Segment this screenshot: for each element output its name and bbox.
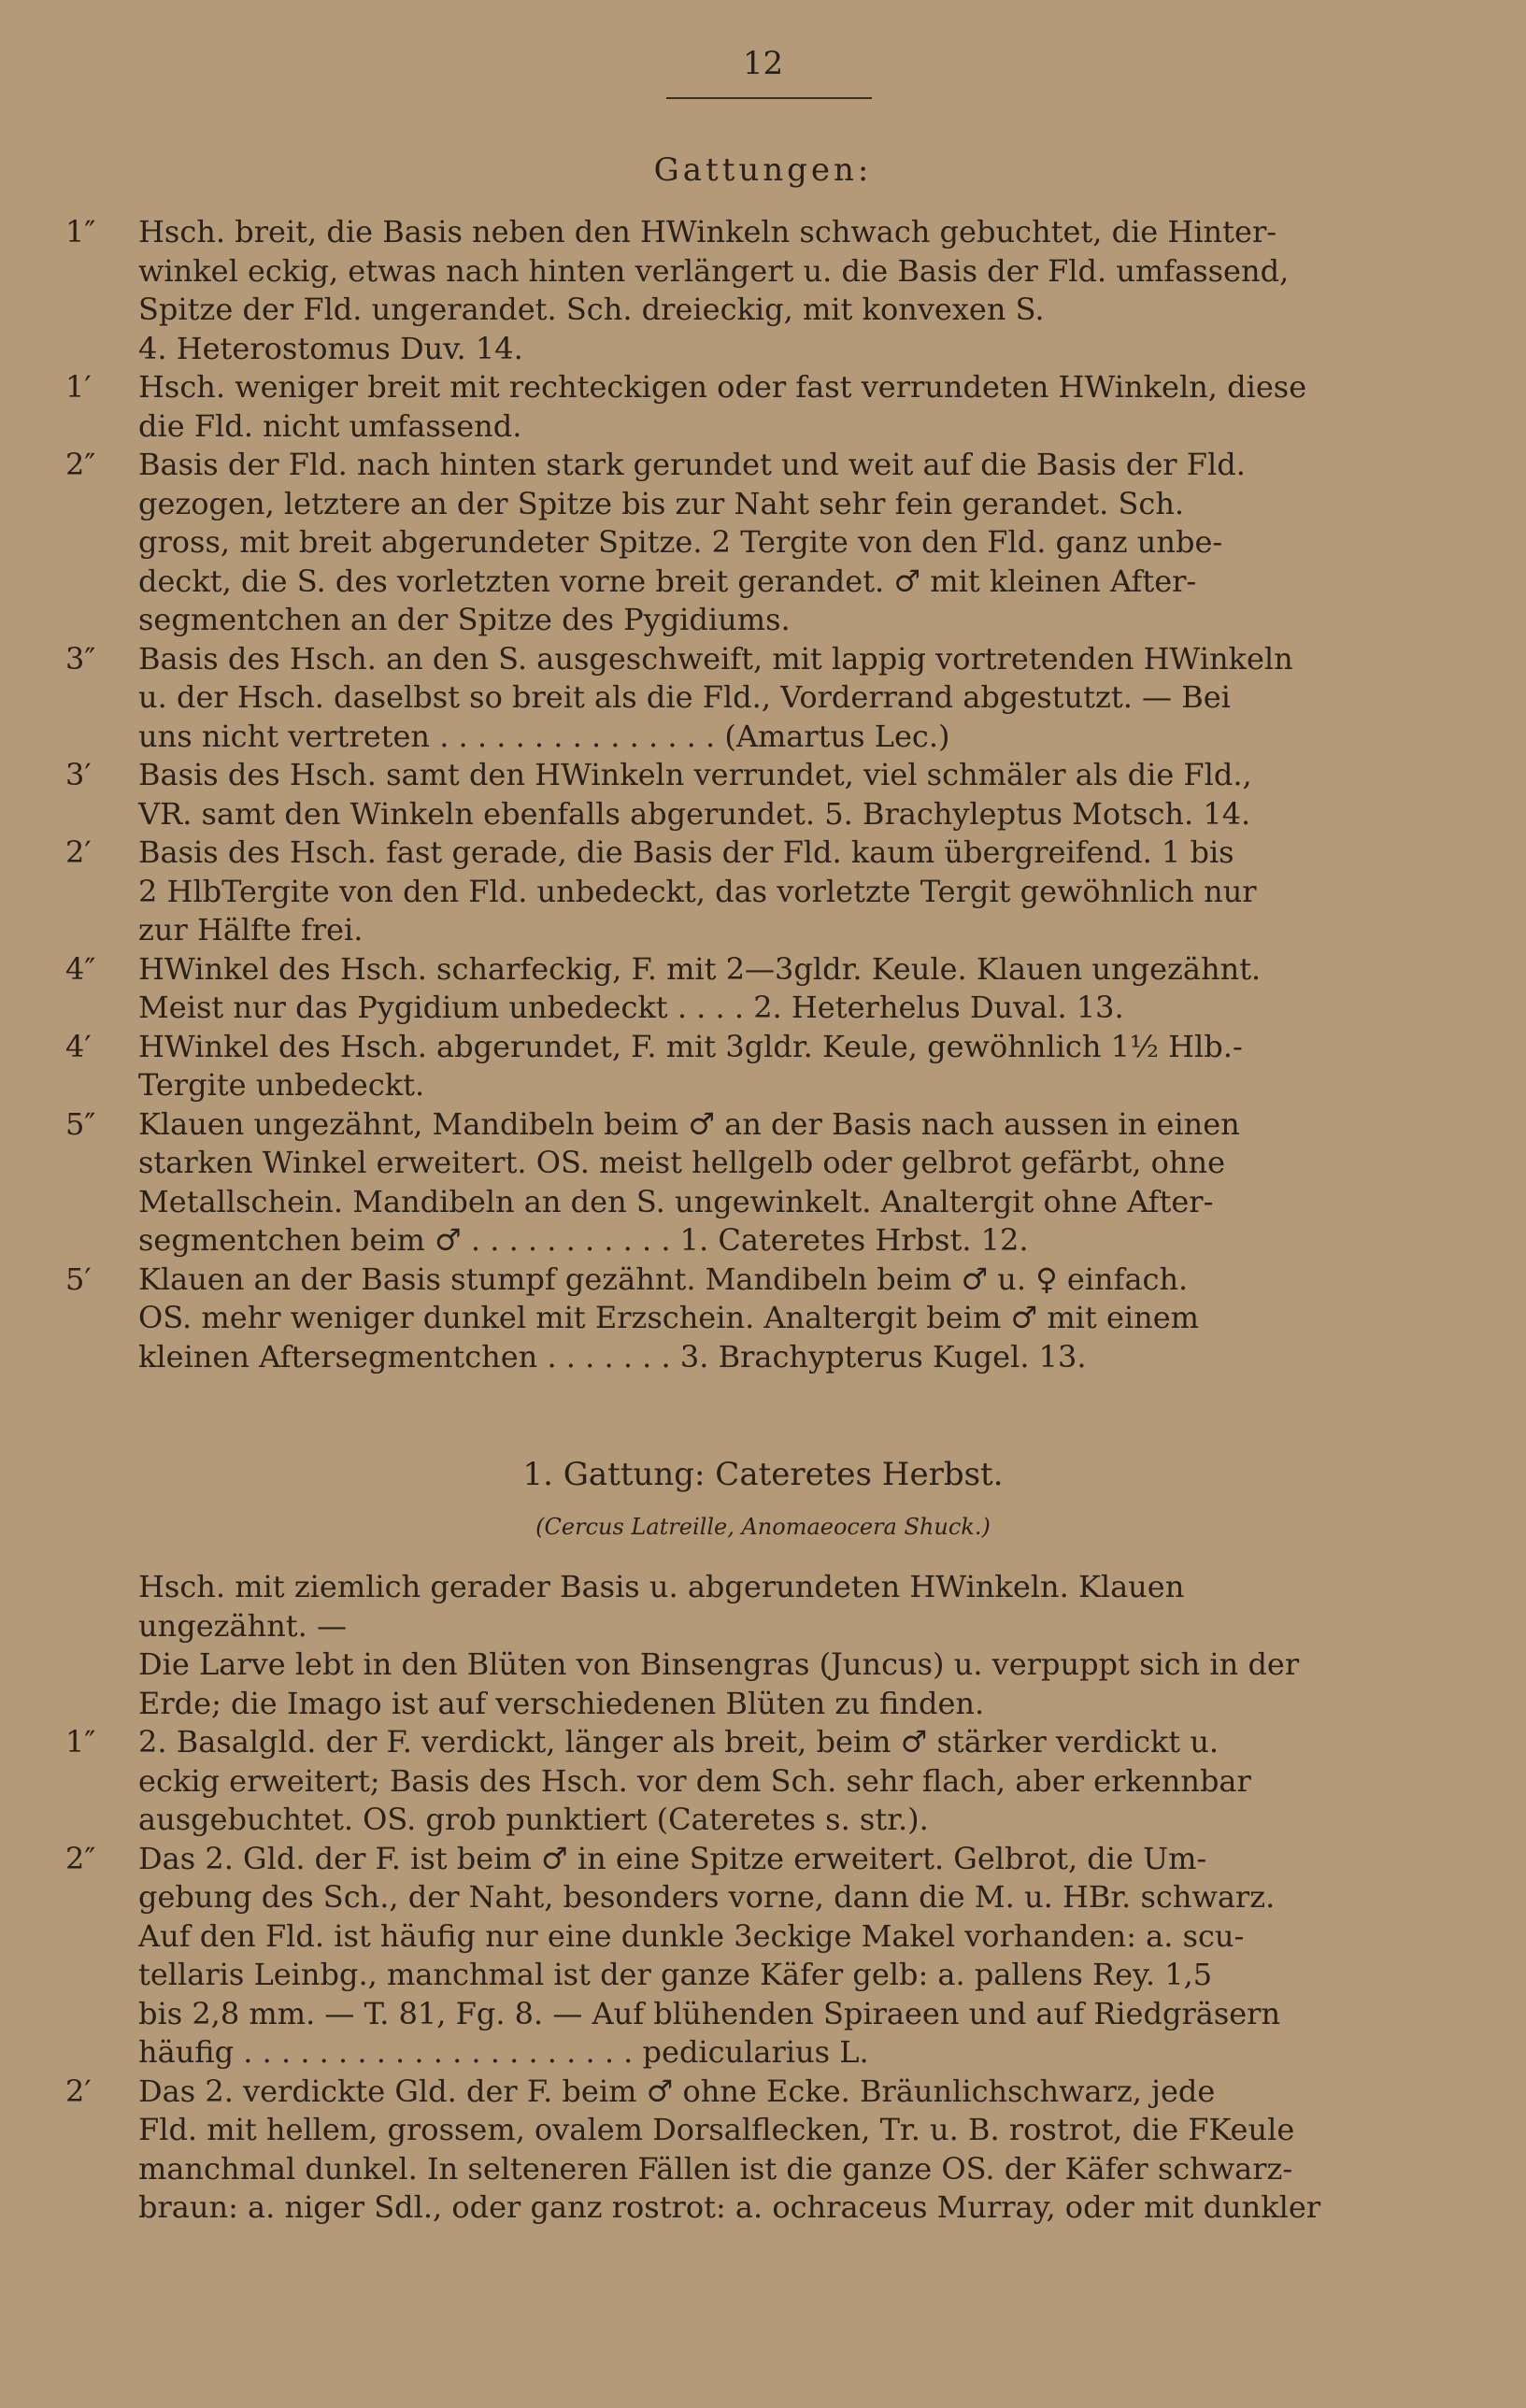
text-line <box>65 1723 1467 1762</box>
line-text: 2. Basalgld. der F. verdickt, länger als breit, beim ♂ stärker verdickt u. <box>138 1724 1219 1760</box>
couplet-number: 5″ <box>65 1105 96 1142</box>
text-line <box>65 252 1467 292</box>
couplet-number: 1″ <box>65 1724 96 1760</box>
line-text: winkel eckig, etwas nach hinten verlängert u. die Basis der Fld. umfassend, <box>138 252 1290 289</box>
couplet-number: 2″ <box>65 447 96 482</box>
line-text: tellaris Leinbg., manchmal ist der ganze Käfer gelb: a. pallens Rey. 1,5 <box>138 1957 1213 1992</box>
line-text: manchmal dunkel. In selteneren Fällen ist die ganze OS. der Käfer schwarz- <box>138 2150 1293 2187</box>
header-rule <box>666 97 872 99</box>
line-text: 4. Heterostomus Duv. 14. <box>138 330 523 366</box>
couplet-number: 4′ <box>65 1028 92 1064</box>
line-text: eckig erweitert; Basis des Hsch. vor dem Sch. sehr flach, aber erkennbar <box>138 1762 1251 1799</box>
line-text: Meist nur das Pygidium unbedeckt . . . . 2. Heterhelus Duval. 13. <box>138 990 1124 1025</box>
line-text: segmentchen beim ♂ . . . . . . . . . . . 1. Cateretes Hrbst. 12. <box>138 1222 1029 1258</box>
line-text: Fld. mit hellem, grossem, ovalem Dorsalflecken, Tr. u. B. rostrot, die FKeule <box>138 2112 1295 2147</box>
line-text: Die Larve lebt in den Blüten von Binsengras (Juncus) u. verpuppt sich in der <box>138 1646 1300 1682</box>
text-line <box>65 1878 1467 1917</box>
text-line <box>65 1144 1467 1183</box>
text-line <box>65 407 1467 447</box>
couplet-number: 2′ <box>65 2073 92 2109</box>
line-text: OS. mehr weniger dunkel mit Erzschein. Analtergit beim ♂ mit einem <box>138 1300 1199 1335</box>
line-text: starken Winkel erweitert. OS. meist hellgelb oder gelbrot gefärbt, ohne <box>138 1145 1226 1180</box>
text-line <box>65 563 1467 602</box>
line-text: Basis des Hsch. an den S. ausgeschweift, mit lappig vortretenden HWinkeln <box>138 640 1293 677</box>
line-text: Auf den Fld. ist häufig nur eine dunkle 3eckige Makel vorhanden: a. scu- <box>138 1917 1245 1954</box>
text-line <box>65 523 1467 563</box>
line-text: uns nicht vertreten . . . . . . . . . . . . . . . (Amartus Lec.) <box>138 718 950 754</box>
text-line <box>65 718 1467 757</box>
line-text: Klauen an der Basis stumpf gezähnt. Mandibeln beim ♂ u. ♀ einfach. <box>138 1261 1189 1297</box>
line-text: kleinen Aftersegmentchen . . . . . . . 3. Brachypterus Kugel. 13. <box>138 1338 1087 1375</box>
text-line <box>65 1801 1467 1840</box>
genus-key <box>65 213 1467 1376</box>
line-text: Basis der Fld. nach hinten stark gerundet und weit auf die Basis der Fld. <box>138 447 1246 482</box>
line-text: Basis des Hsch. fast gerade, die Basis der Fld. kaum übergreifend. 1 bis <box>138 834 1234 870</box>
couplet-number: 3′ <box>65 757 92 792</box>
line-text: Erde; die Imago ist auf verschiedenen Blüten zu finden. <box>138 1685 985 1721</box>
text-line <box>65 1995 1467 2034</box>
text-line <box>65 2150 1467 2189</box>
line-text: gezogen, letztere an der Spitze bis zur Naht sehr fein gerandet. Sch. <box>138 485 1185 521</box>
text-line <box>65 1028 1467 1067</box>
text-line <box>65 1183 1467 1222</box>
line-text: bis 2,8 mm. — T. 81, Fg. 8. — Auf blühenden Spiraeen und auf Riedgräsern <box>138 1995 1281 2031</box>
line-text: die Fld. nicht umfassend. <box>138 407 522 444</box>
line-text: Klauen ungezähnt, Mandibeln beim ♂ an der Basis nach aussen in einen <box>138 1105 1240 1142</box>
line-text: Basis des Hsch. samt den HWinkeln verrundet, viel schmäler als die Fld., <box>138 757 1252 792</box>
couplet-number: 4″ <box>65 950 96 987</box>
couplet-number: 2′ <box>65 834 92 870</box>
text-line <box>65 1840 1467 1879</box>
text-line <box>65 330 1467 369</box>
key-heading: Gattungen: <box>653 151 873 189</box>
couplet-number: 1″ <box>65 214 96 249</box>
line-text: Metallschein. Mandibeln an den S. ungewinkelt. Analtergit ohne After- <box>138 1183 1214 1219</box>
text-line <box>65 911 1467 950</box>
text-line <box>65 1299 1467 1338</box>
text-line <box>65 2111 1467 2150</box>
text-line <box>65 2033 1467 2073</box>
couplet-number: 5′ <box>65 1261 92 1297</box>
couplet-number: 1′ <box>65 369 92 405</box>
line-text: ausgebuchtet. OS. grob punktiert (Cateretes s. str.). <box>138 1802 929 1837</box>
text-line <box>65 485 1467 524</box>
line-text: u. der Hsch. daselbst so breit als die Fld., Vorderrand abgestutzt. — Bei <box>138 679 1231 715</box>
text-line <box>65 834 1467 873</box>
text-line <box>65 873 1467 912</box>
text-line <box>65 950 1467 990</box>
line-text: segmentchen an der Spitze des Pygidiums. <box>138 602 791 637</box>
text-line <box>65 1066 1467 1105</box>
line-text: 2 HlbTergite von den Fld. unbedeckt, das vorletzte Tergit gewöhnlich nur <box>138 873 1257 909</box>
text-line <box>65 989 1467 1028</box>
text-line <box>65 756 1467 795</box>
line-text: HWinkel des Hsch. scharfeckig, F. mit 2—3gldr. Keule. Klauen ungezähnt. <box>138 950 1262 987</box>
line-text: gebung des Sch., der Naht, besonders vorne, dann die M. u. HBr. schwarz. <box>138 1879 1276 1915</box>
text-line <box>65 1685 1467 1724</box>
line-text: Tergite unbedeckt. <box>138 1067 425 1103</box>
text-line <box>65 640 1467 679</box>
text-line <box>65 2188 1467 2228</box>
line-text: braun: a. niger Sdl., oder ganz rostrot: a. ochraceus Murray, oder mit dunkler <box>138 2189 1321 2225</box>
line-text: häufig . . . . . . . . . . . . . . . . . . . . . pedicularius L. <box>138 2034 869 2070</box>
text-line <box>65 213 1467 252</box>
text-line <box>65 2073 1467 2112</box>
text-line <box>65 601 1467 640</box>
line-text: Hsch. weniger breit mit rechteckigen oder fast verrundeten HWinkeln, diese <box>138 369 1307 405</box>
line-text: Hsch. breit, die Basis neben den HWinkeln schwach gebuchtet, die Hinter- <box>138 214 1277 249</box>
section-title: 1. Gattung: Cateretes Herbst. <box>522 1456 1004 1493</box>
line-text: VR. samt den Winkeln ebenfalls abgerundet. 5. Brachyleptus Motsch. 14. <box>138 795 1251 832</box>
page-number: 12 <box>742 45 784 82</box>
line-text: ungezähnt. — <box>138 1607 347 1644</box>
line-text: Das 2. Gld. der F. ist beim ♂ in eine Spitze erweitert. Gelbrot, die Um- <box>138 1840 1207 1876</box>
text-line <box>65 1917 1467 1957</box>
text-line <box>65 1646 1467 1685</box>
line-text: Hsch. mit ziemlich gerader Basis u. abgerundeten HWinkeln. Klauen <box>138 1569 1185 1604</box>
line-text: Spitze der Fld. ungerandet. Sch. dreieckig, mit konvexen S. <box>138 292 1045 327</box>
text-line <box>65 1221 1467 1261</box>
text-line <box>65 368 1467 407</box>
text-line <box>65 1568 1467 1607</box>
text-line <box>65 795 1467 834</box>
text-line <box>65 1607 1467 1646</box>
line-text: HWinkel des Hsch. abgerundet, F. mit 3gldr. Keule, gewöhnlich 1½ Hlb.- <box>138 1028 1243 1064</box>
couplet-number: 3″ <box>65 640 96 677</box>
line-text: deckt, die S. des vorletzten vorne breit gerandet. ♂ mit kleinen After- <box>138 563 1197 599</box>
text-line <box>65 1105 1467 1145</box>
text-line <box>65 1338 1467 1377</box>
line-text: gross, mit breit abgerundeter Spitze. 2 Tergite von den Fld. ganz unbe- <box>138 524 1223 560</box>
line-text: zur Hälfte frei. <box>138 912 364 948</box>
text-line <box>65 678 1467 718</box>
text-line <box>65 446 1467 485</box>
text-line <box>65 1762 1467 1802</box>
couplet-number: 2″ <box>65 1840 96 1876</box>
text-line <box>65 1261 1467 1300</box>
text-line <box>65 291 1467 330</box>
section-synonyms: (Cercus Latreille, Anomaeocera Shuck.) <box>535 1514 991 1540</box>
line-text: Das 2. verdickte Gld. der F. beim ♂ ohne Ecke. Bräunlichschwarz, jede <box>138 2073 1216 2109</box>
species-text <box>65 1568 1467 2228</box>
text-line <box>65 1956 1467 1995</box>
